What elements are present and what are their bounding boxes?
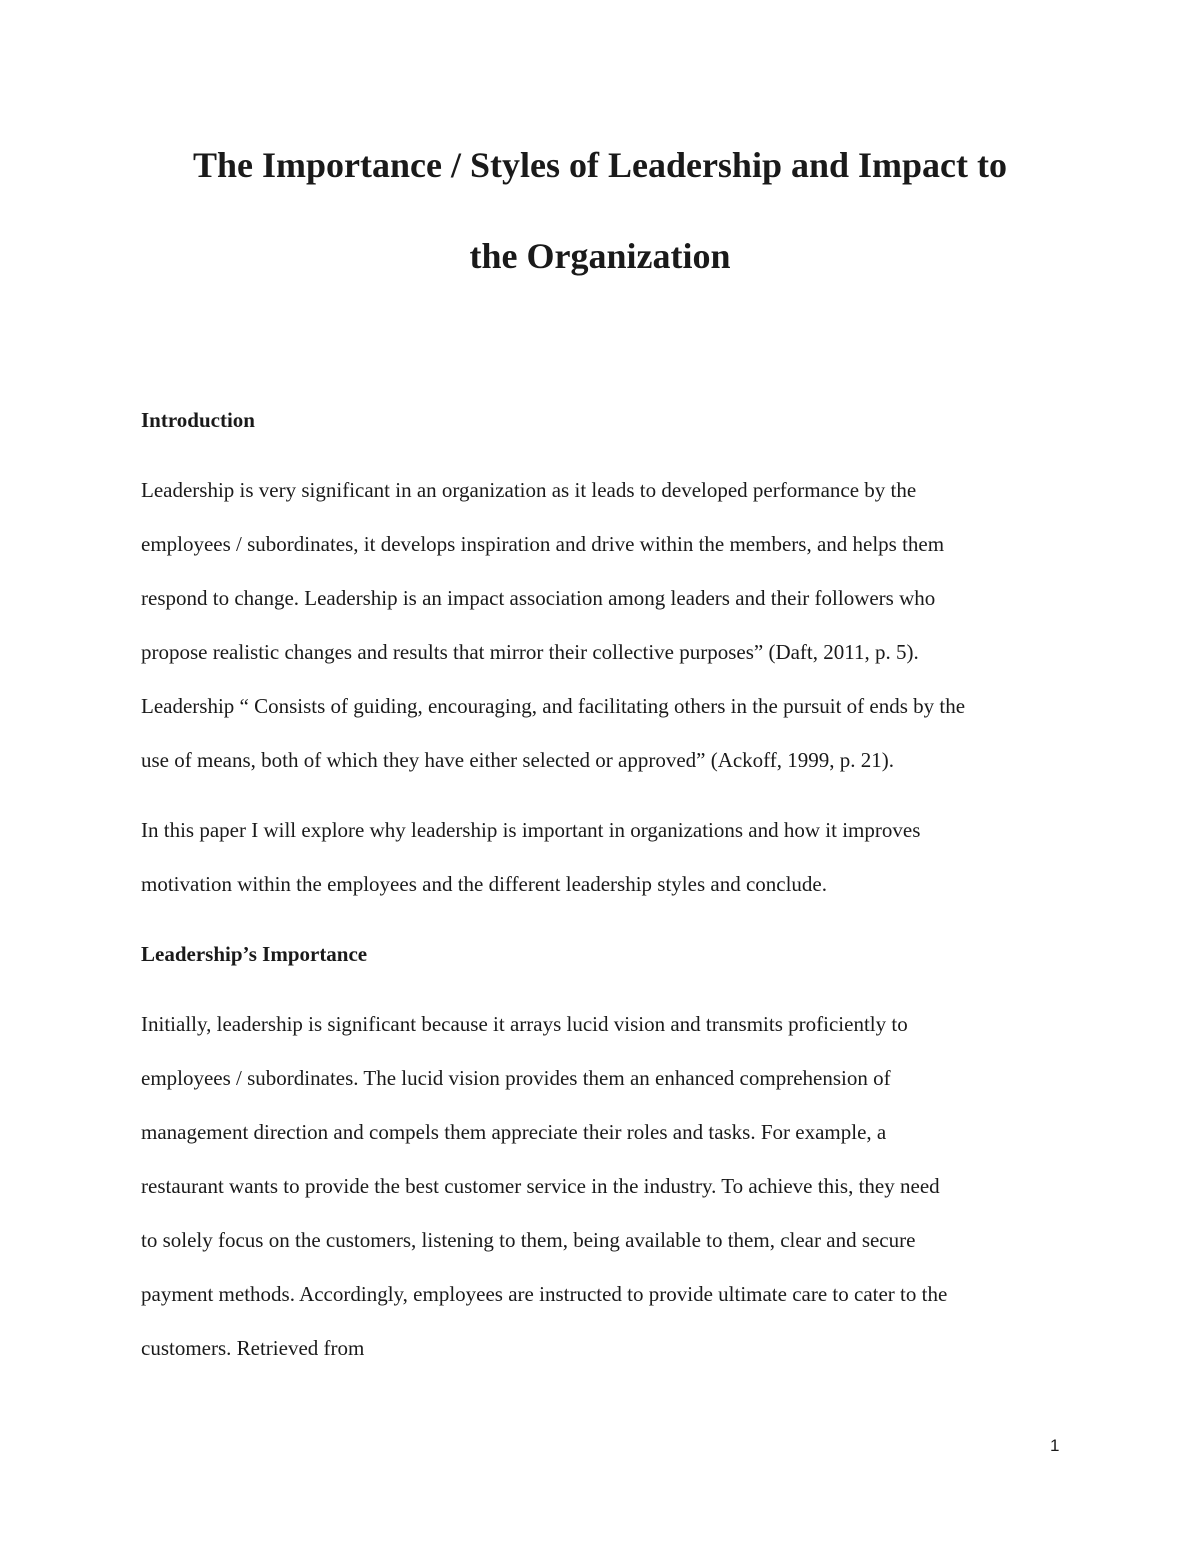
- paragraph-line: payment methods. Accordingly, employees are instructed to provide ultimate care to cater to the: [141, 1282, 948, 1306]
- paragraph-line: Leadership is very significant in an organization as it leads to developed performance by the: [141, 478, 917, 502]
- section-heading-introduction: Introduction: [141, 408, 255, 432]
- paragraph-line: respond to change. Leadership is an impact association among leaders and their followers who: [141, 586, 936, 610]
- paragraph-line: management direction and compels them appreciate their roles and tasks. For example, a: [141, 1120, 887, 1144]
- section-heading-leadership-importance: Leadership’s Importance: [141, 942, 368, 966]
- introduction-paragraph-1: [141, 463, 1081, 787]
- paragraph-line: employees / subordinates. The lucid vision provides them an enhanced comprehension of: [141, 1066, 891, 1090]
- importance-paragraph-1: [141, 997, 1081, 1375]
- document-title-line-2: the Organization: [469, 236, 731, 276]
- paragraph-line: Initially, leadership is significant because it arrays lucid vision and transmits proficiently to: [141, 1012, 908, 1036]
- document-title-line-1: The Importance / Styles of Leadership and Impact to: [192, 145, 1007, 185]
- paragraph-line: use of means, both of which they have either selected or approved” (Ackoff, 1999, p. 21).: [141, 748, 895, 772]
- paragraph-line: Leadership “ Consists of guiding, encouraging, and facilitating others in the pursuit of ends by the: [141, 694, 966, 718]
- page-number: 1: [1050, 1436, 1060, 1455]
- paragraph-line: to solely focus on the customers, listening to them, being available to them, clear and secure: [141, 1228, 916, 1252]
- paragraph-line: employees / subordinates, it develops inspiration and drive within the members, and helps them: [141, 532, 945, 556]
- paragraph-line: restaurant wants to provide the best customer service in the industry. To achieve this, they need: [141, 1174, 940, 1198]
- paragraph-line: customers. Retrieved from: [141, 1336, 365, 1360]
- paragraph-line: motivation within the employees and the different leadership styles and conclude.: [141, 872, 828, 896]
- paragraph-line: propose realistic changes and results that mirror their collective purposes” (Daft, 2011, p. 5).: [141, 640, 919, 664]
- introduction-paragraph-2: [141, 803, 1081, 911]
- paragraph-line: In this paper I will explore why leadership is important in organizations and how it improves: [141, 818, 921, 842]
